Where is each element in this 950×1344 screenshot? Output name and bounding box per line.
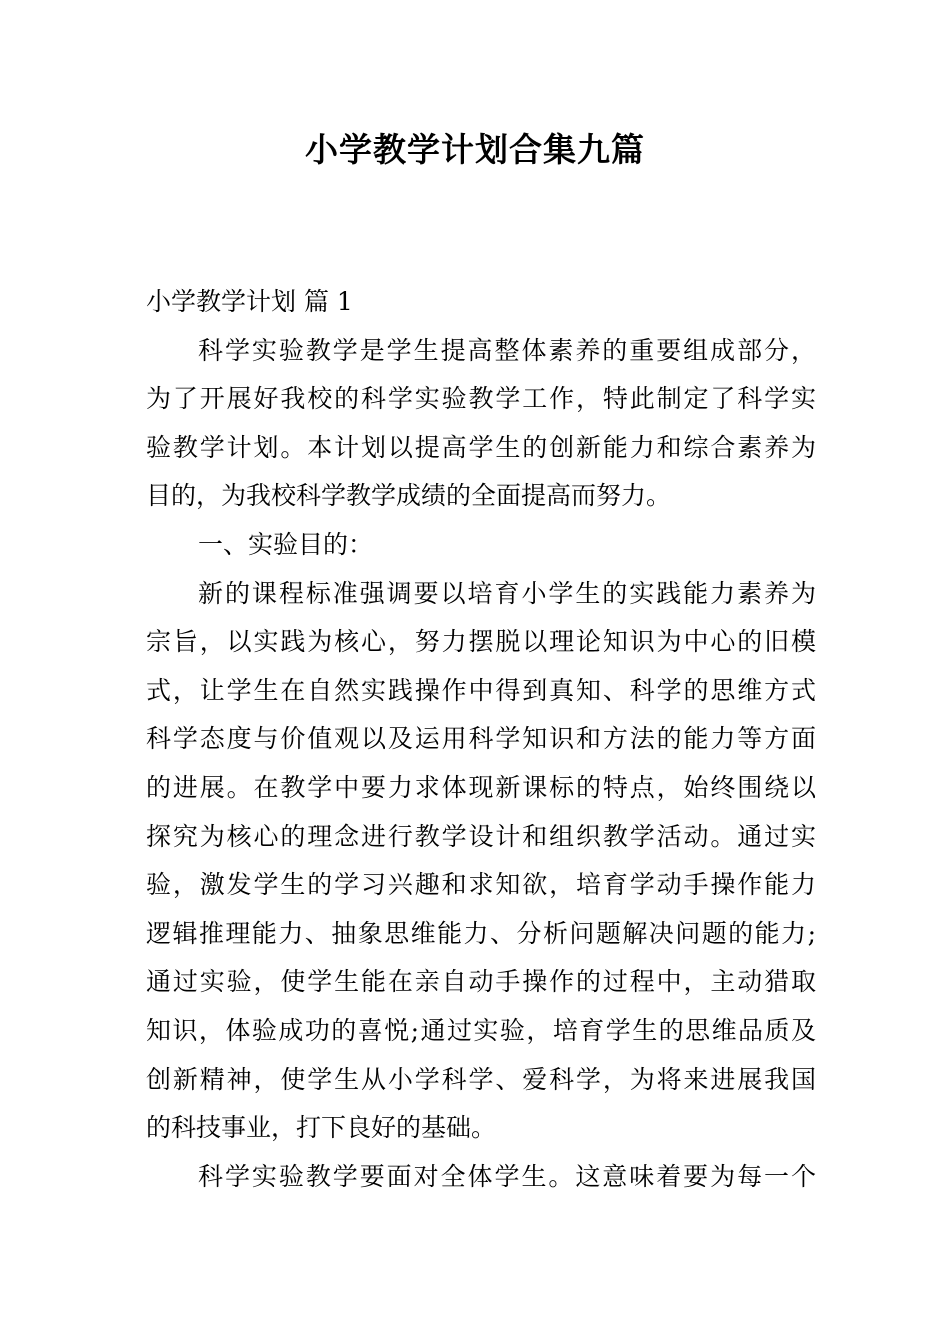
paragraph-line: 科学实验教学要面对全体学生。这意味着要为每一个	[198, 1161, 816, 1191]
paragraph-intro	[146, 327, 816, 521]
paragraph-line: 创新精神，使学生从小学科学、爱科学，为将来进展我国	[146, 1064, 816, 1094]
paragraph-line: 宗旨，以实践为核心，努力摆脱以理论知识为中心的旧模	[146, 627, 816, 657]
paragraph-line: 式，让学生在自然实践操作中得到真知、科学的思维方式	[146, 675, 816, 705]
subheading-experiment-purpose	[146, 521, 816, 570]
paragraph-line: 知识，体验成功的喜悦;通过实验，培育学生的思维品质及	[146, 1015, 816, 1045]
document-body	[146, 278, 816, 1201]
paragraph-all-students	[146, 1153, 816, 1202]
paragraph-line: 一、实验目的：	[198, 529, 374, 559]
paragraph-line: 为了开展好我校的科学实验教学工作，特此制定了科学实	[146, 384, 816, 414]
paragraph-curriculum	[146, 570, 816, 1153]
paragraph-line: 逻辑推理能力、抽象思维能力、分析问题解决问题的能力;	[146, 918, 816, 948]
paragraph-line: 通过实验，使学生能在亲自动手操作的过程中，主动猎取	[146, 967, 816, 997]
paragraph-line: 探究为核心的理念进行教学设计和组织教学活动。通过实	[146, 821, 816, 851]
paragraph-line: 验，激发学生的学习兴趣和求知欲，培育学动手操作能力	[146, 870, 816, 900]
paragraph-line: 的进展。在教学中要力求体现新课标的特点，始终围绕以	[146, 772, 816, 802]
document-title: 小学教学计划合集九篇	[305, 130, 645, 169]
paragraph-line: 目的，为我校科学教学成绩的全面提高而努力。	[146, 481, 672, 511]
paragraph-line: 科学实验教学是学生提高整体素养的重要组成部分，	[198, 335, 816, 365]
paragraph-line: 新的课程标准强调要以培育小学生的实践能力素养为	[198, 578, 816, 608]
paragraph-line: 的科技事业，打下良好的基础。	[146, 1113, 497, 1143]
paragraph-line: 验教学计划。本计划以提高学生的创新能力和综合素养为	[146, 432, 816, 462]
paragraph-line: 科学态度与价值观以及运用科学知识和方法的能力等方面	[146, 724, 816, 754]
section-heading: 小学教学计划 篇 1	[146, 287, 353, 316]
